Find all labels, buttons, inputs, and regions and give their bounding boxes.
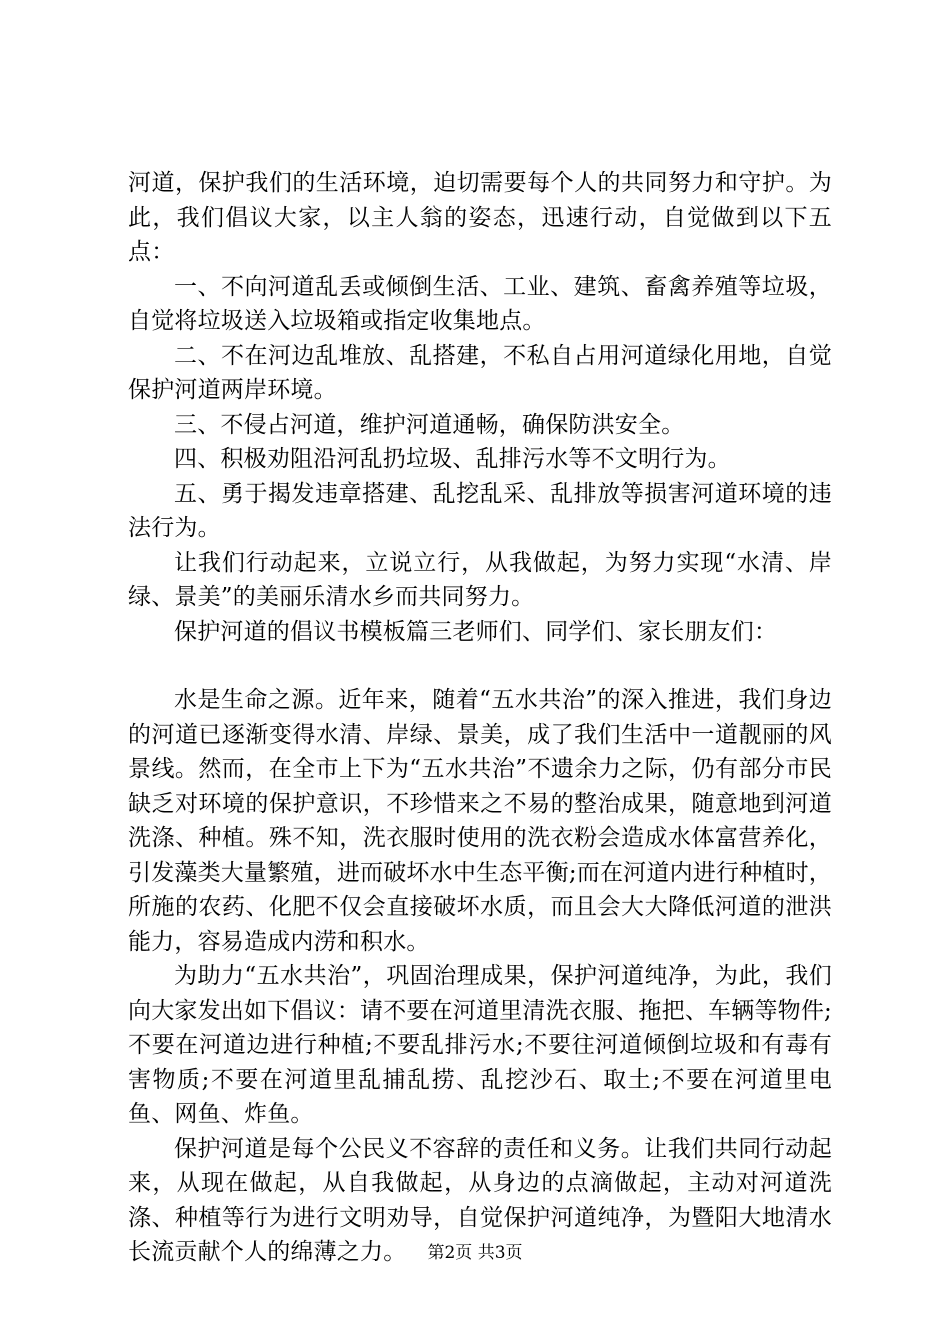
paragraph-point-five: 五、勇于揭发违章搭建、乱挖乱采、乱排放等损害河道环境的违法行为。 — [128, 480, 832, 541]
paragraph-call-to-action: 让我们行动起来，立说立行，从我做起，为努力实现“水清、岸绿、景美”的美丽乐清水乡而共同努力。 — [128, 549, 832, 610]
paragraph-proposal-list: 为助力“五水共治”，巩固治理成果，保护河道纯净，为此，我们向大家发出如下倡议：请不要在河道里清洗衣服、拖把、车辆等物件;不要在河道边进行种植;不要乱排污水;不要往河道倾倒垃圾和有毒有害物质;不要在河道里乱捕乱捞、乱挖沙石、取土;不要在河道里电鱼、网鱼、炸鱼。 — [128, 963, 832, 1127]
paragraph-point-four: 四、积极劝阻沿河乱扔垃圾、乱排污水等不文明行为。 — [174, 446, 731, 472]
page-footer: 第2页 共3页 — [427, 1243, 523, 1263]
paragraph-point-two: 二、不在河边乱堆放、乱搭建，不私自占用河道绿化用地，自觉保护河道两岸环境。 — [128, 342, 832, 403]
paragraph-water-source: 水是生命之源。近年来，随着“五水共治”的深入推进，我们身边的河道已逐渐变得水清、岸绿、景美，成了我们生活中一道靓丽的风景线。然而，在全市上下为“五水共治”不遗余力之际，仍有部分市民缺乏对环境的保护意识，不珍惜来之不易的整治成果，随意地到河道洗涤、种植。殊不知，洗衣服时使用的洗衣粉会造成水体富营养化，引发藻类大量繁殖，进而破坏水中生态平衡;而在河道内进行种植时，所施的农药、化肥不仅会直接破坏水质，而且会大大降低河道的泄洪能力，容易造成内涝和积水。 — [128, 687, 832, 955]
paragraph-section-heading: 保护河道的倡议书模板篇三老师们、同学们、家长朋友们： — [174, 618, 778, 645]
paragraph-intro-continuation: 河道，保护我们的生活环境，迫切需要每个人的共同努力和守护。为此，我们倡议大家，以主人翁的姿态，迅速行动，自觉做到以下五点： — [128, 170, 832, 265]
paragraph-point-three: 三、不侵占河道，维护河道通畅，确保防洪安全。 — [174, 411, 685, 438]
paragraph-point-one: 一、不向河道乱丢或倾倒生活、工业、建筑、畜禽养殖等垃圾，自觉将垃圾送入垃圾箱或指定收集地点。 — [128, 273, 832, 334]
document-body — [128, 166, 832, 1270]
paragraph-closing: 保护河道是每个公民义不容辞的责任和义务。让我们共同行动起来，从现在做起，从自我做起，从身边的点滴做起，主动对河道洗涤、种植等行为进行文明劝导，自觉保护河道纯净，为暨阳大地清水长流贡献个人的绵薄之力。 — [128, 1135, 832, 1265]
